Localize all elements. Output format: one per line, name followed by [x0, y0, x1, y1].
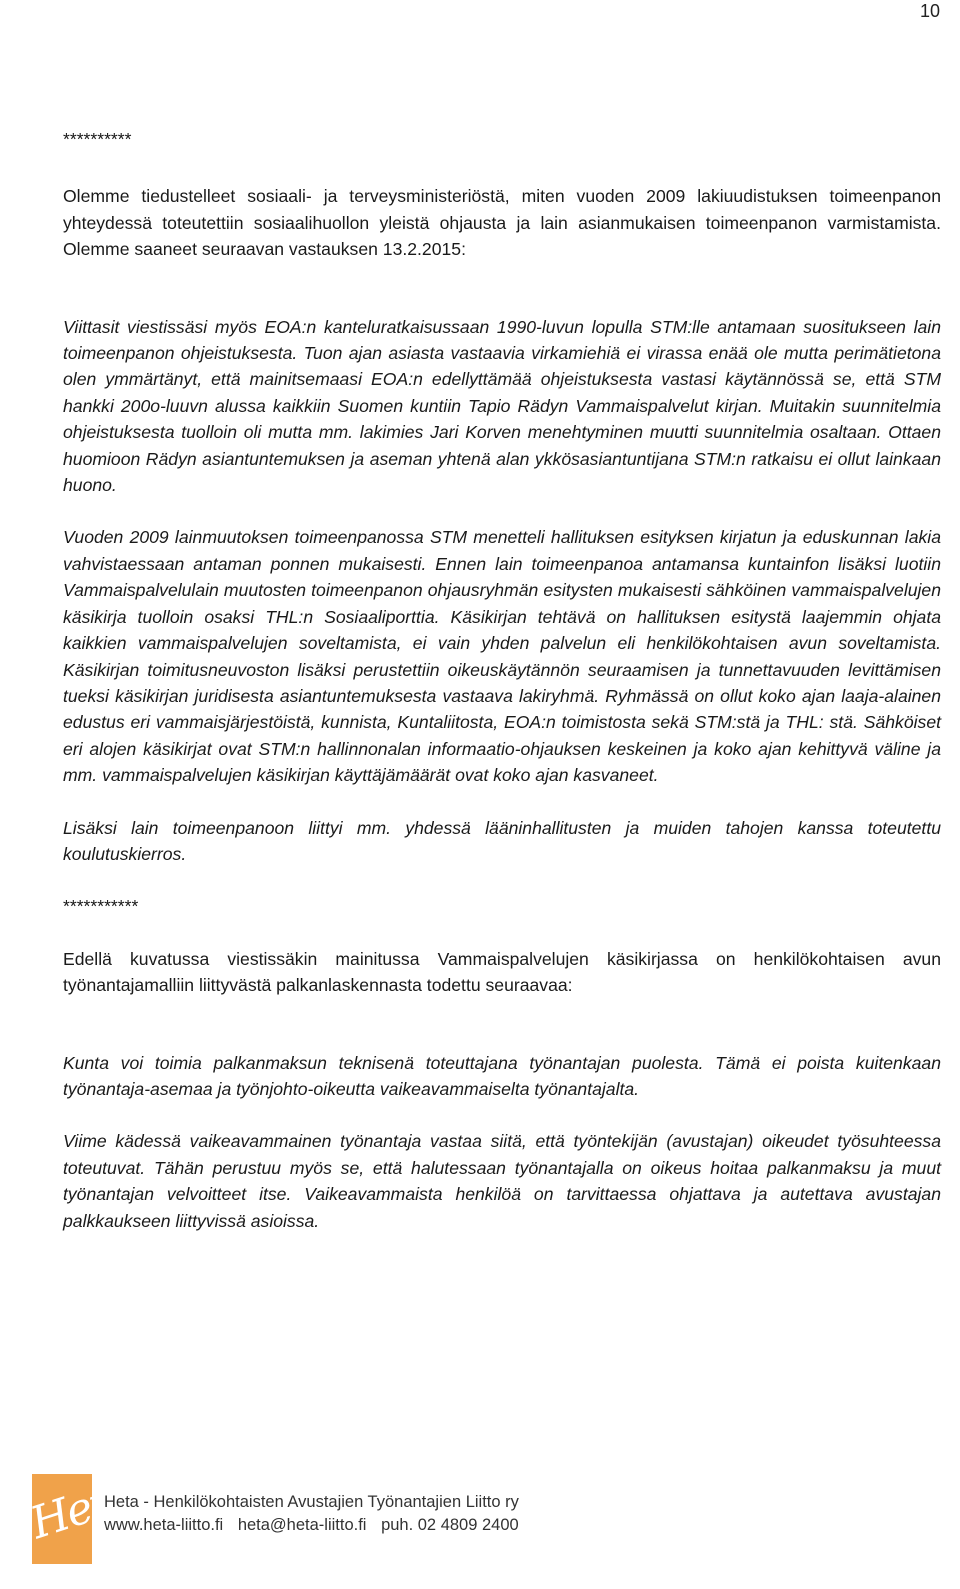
quote-paragraph-2: Viime kädessä vaikeavammainen työnantaja vastaa siitä, että työntekijän (avustajan) oikeudet työsuhteessa toteutuvat. Tähän perustuu myös se, että halutessaan työnantajalla on oikeus hoitaa palkanmaksu ja muut työnantajan velvoitteet itse. Vaikeavammaista henkilöä on tarvittaessa ohjattava ja autettava avustajan palkkaukseen liittyvissä asioissa. — [63, 1131, 941, 1231]
separator-stars: *********** — [63, 896, 139, 917]
intro-paragraph: Olemme tiedustelleet sosiaali- ja terveysministeriöstä, miten vuoden 2009 lakiuudistuksen toimeenpanon yhteydessä toteutettiin sosiaalihuollon yleistä ohjausta ja lain asianmukaisen toimeenpanon varmistamista. Olemme saaneet seuraavan vastauksen 13.2.2015: — [63, 186, 941, 260]
organization-name: Heta - Henkilökohtaisten Avustajien Työnantajien Liitto ry — [104, 1493, 519, 1511]
email-link[interactable]: heta@heta-liitto.fi — [237, 1516, 367, 1534]
page-number: 10 — [919, 1, 940, 21]
phone-number: puh. 02 4809 2400 — [381, 1516, 519, 1534]
website-link[interactable]: www.heta-liitto.fi — [104, 1516, 224, 1534]
separator-stars: ********** — [63, 129, 132, 149]
reply-paragraph-1: Viittasit viestissäsi myös EOA:n kanteluratkaisussaan 1990-luvun lopulla STM:lle antamaan suositukseen lain toimeenpanon ohjeistuksesta. Tuon ajan asiasta vastaavia virkamiehiä ei virassa enää ole mutta perimätietona olen ymmärtänyt, että mainitsemaasi EOA:n edellyttämää ohjeistuksesta vastasi käytännössä se, että STM hankki 200o-luuvn alussa kaikkiin Suomen kuntiin Tapio Rädyn Vammaispalvelut kirjan. Muitakin suunnitelmia ohjeistuksesta tuolloin oli mutta mm. lakimies Jari Korven menehtyminen muutti suunnitelmia osaltaan. Ottaen huomioon Rädyn asiantuntemuksen ja aseman yhtenä alan ykkösasiantuntijana STM:n ratkaisu ei ollut lainkaan huono. — [63, 316, 941, 496]
quote-paragraph-1: Kunta voi toimia palkanmaksun teknisenä toteuttajana työnantajan puolesta. Tämä ei poista kuitenkaan työnantaja-asemaa ja työnjohto-oikeutta vaikeavammaiselta työnantajalta. — [63, 1052, 941, 1099]
reply-paragraph-2: Vuoden 2009 lainmuutoksen toimeenpanossa STM menetteli hallituksen esityksen kirjatun ja eduskunnan lakia vahvistaessaan antaman ponnen mukaisesti. Ennen lain toimeenpanoa antamansa kuntainfon lisäksi luotiin Vammaispalvelulain muutosten toimeenpanon ohjausryhmän esitysten mukaisesti sähköinen vammaispalvelujen käsikirja tuolloin osaksi THL:n Sosiaaliporttia. Käsikirjan tehtävä on hallituksen esitystä laajemmin ohjata kaikkien vammaispalvelujen soveltamista, ei vain yhden palvelun eli henkilökohtaisen avun soveltamista. Käsikirjan toimitusneuvoston lisäksi perustettiin oikeuskäytännön seuraamisen ja tunnettavuuden levittämisen tueksi käsikirjan juridisesta asiantuntemuksesta vastaava lakiryhmä. Ryhmässä on ollut koko ajan laaja-alainen edustus eri vammaisjärjestöistä, kunnista, Kuntaliitosta, EOA:n toimistosta sekä STM:stä ja THL: stä. Sähköiset eri alojen käsikirjat ovat STM:n hallinnonalan informaatio-ohjauksen keskeinen ja koko ajan kehittyvä väline ja mm. vammaispalvelujen käsikirjan käyttäjämäärät ovat koko ajan kasvaneet. — [63, 527, 941, 786]
document-body — [63, 126, 941, 1234]
footer — [24, 1469, 932, 1564]
reply-paragraph-3: Lisäksi lain toimeenpanoon liittyi mm. yhdessä lääninhallitusten ja muiden tahojen kanssa toteutettu koulutuskierros. — [63, 817, 941, 864]
heta-logo: Heta — [32, 1474, 92, 1564]
handbook-intro-paragraph: Edellä kuvatussa viestissäkin mainitussa Vammaispalvelujen käsikirjassa on henkilökohtaisen avun työnantajamalliin liittyvästä palkanlaskennasta todettu seuraavaa: — [63, 948, 941, 996]
contact-line — [104, 1516, 529, 1535]
